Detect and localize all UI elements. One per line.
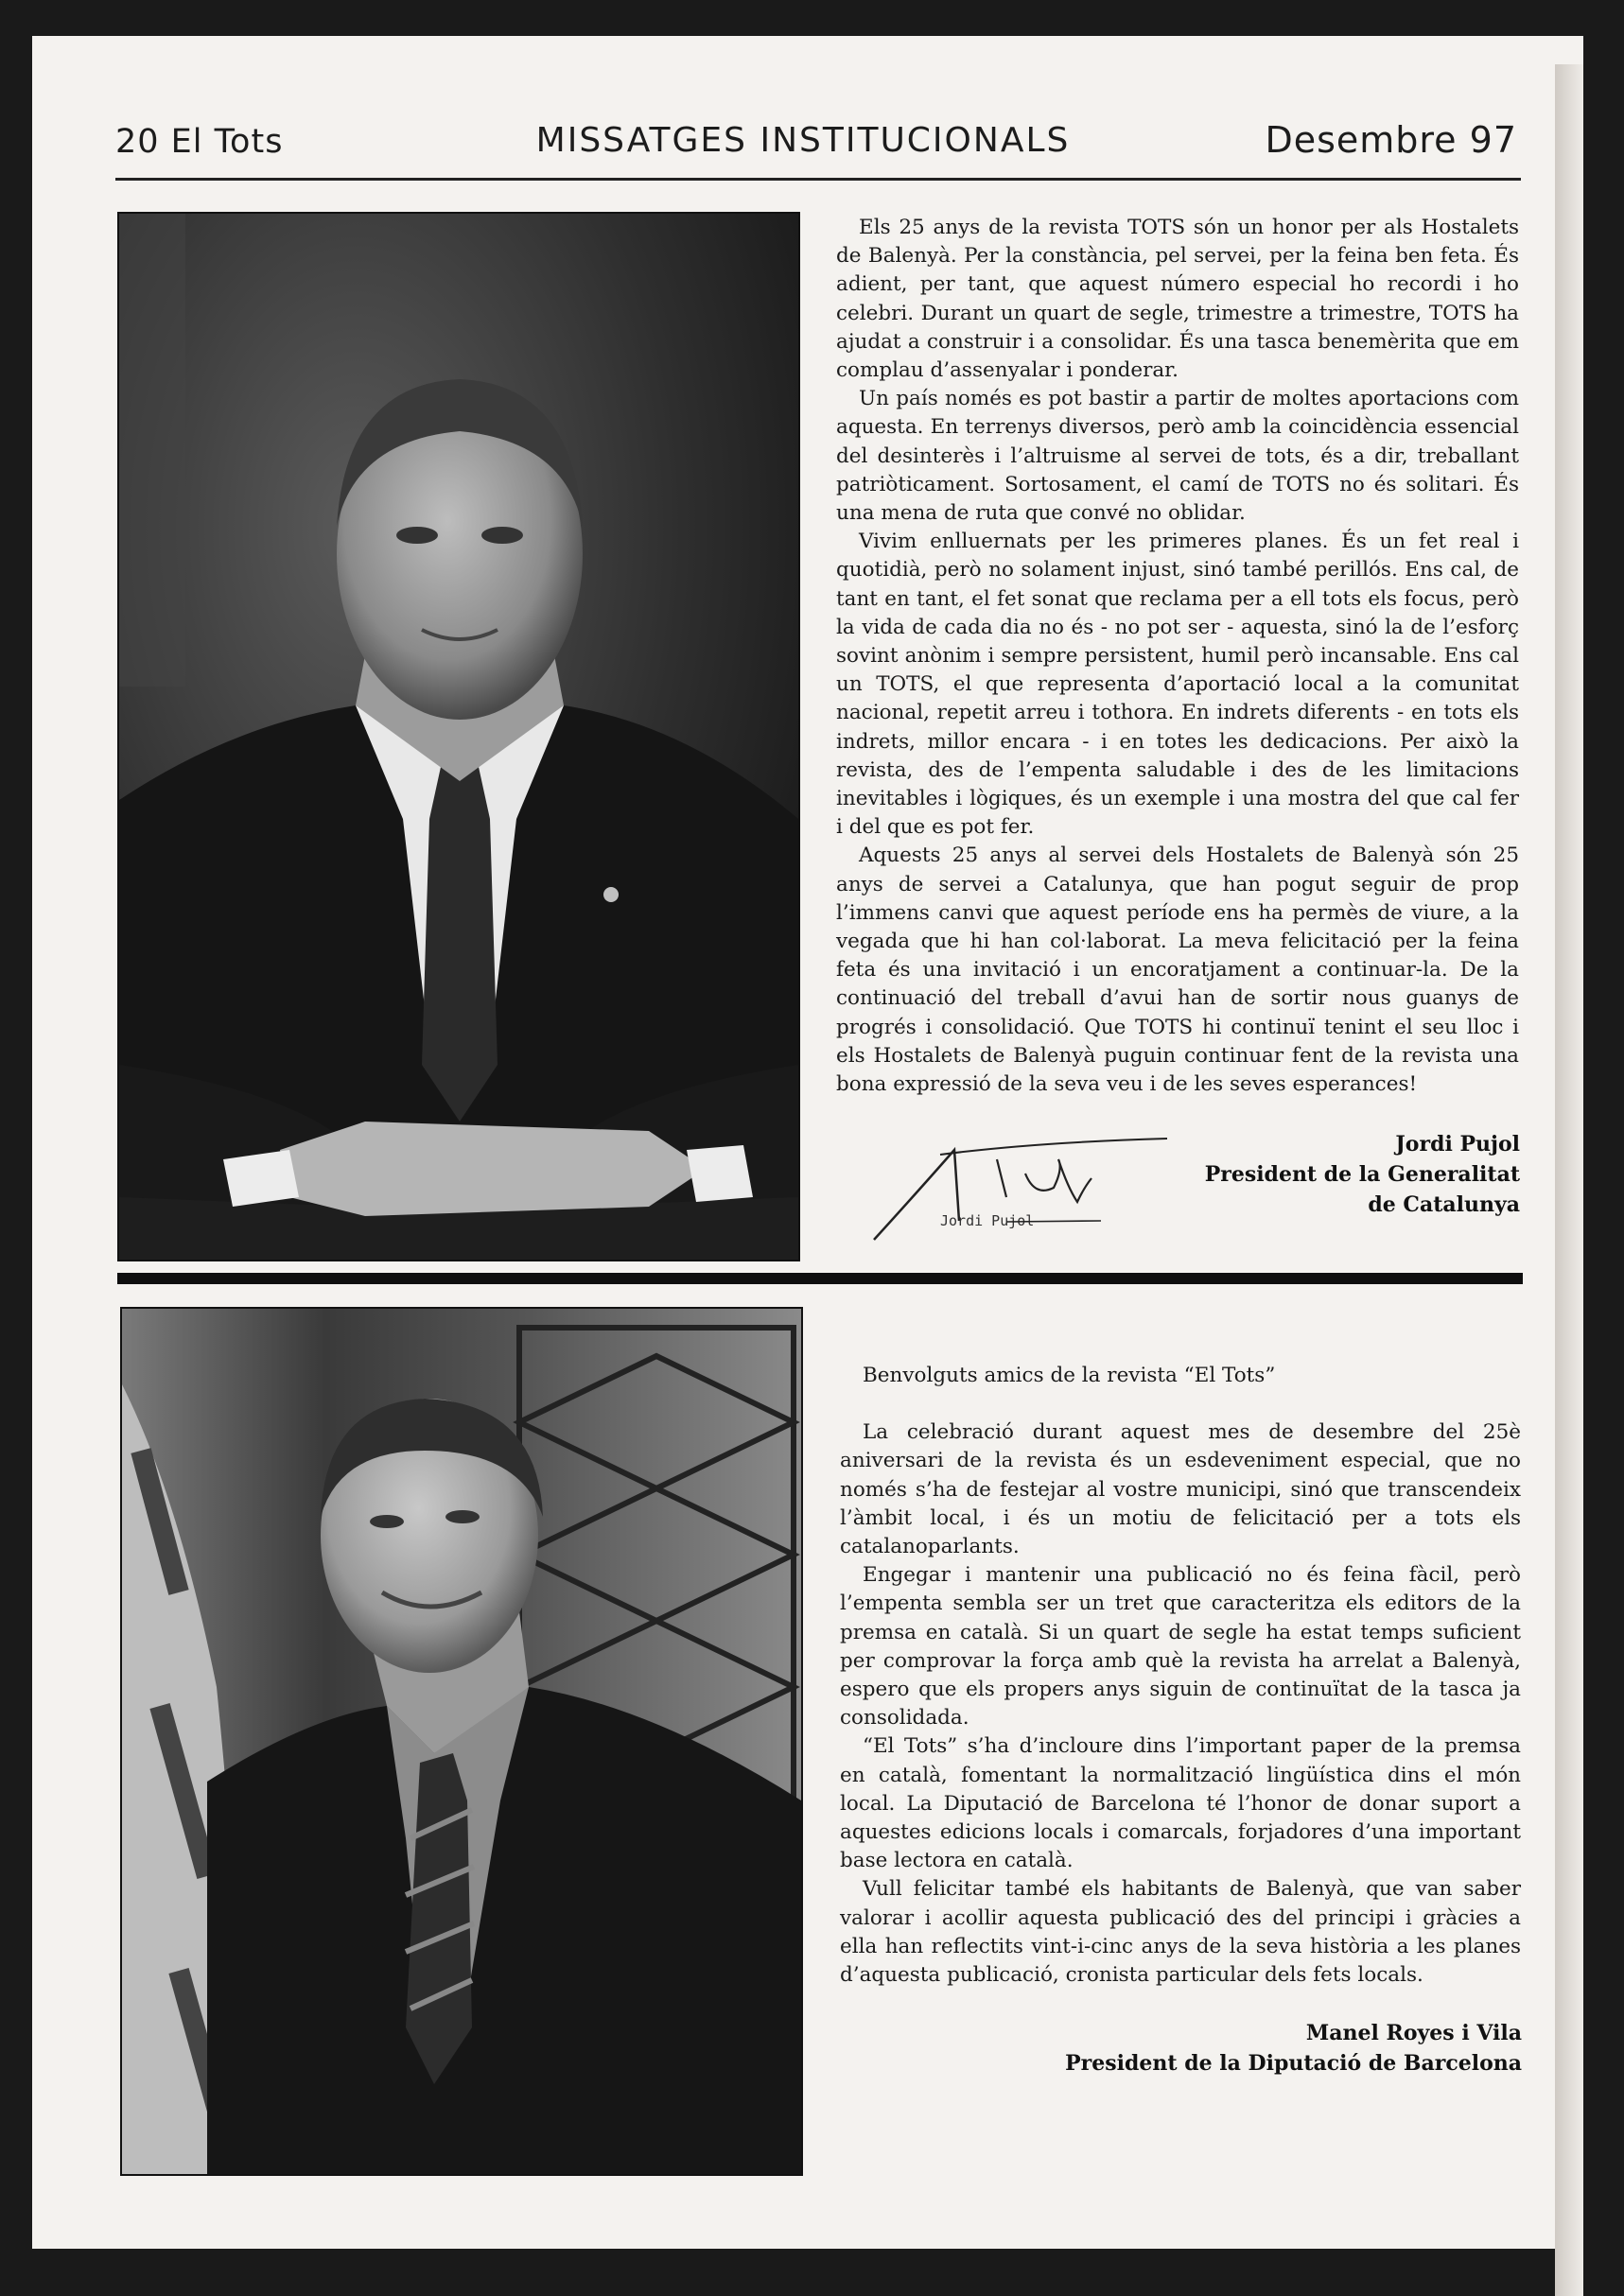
letter-pujol-body — [836, 214, 1519, 1099]
letter-greeting: Benvolguts amics de la revista “El Tots” — [863, 1364, 1276, 1387]
paragraph: Un país només es pot bastir a partir de moltes aportacions com aquesta. En terrenys diversos, però amb la coincidència essencial del desinterès i l’altruisme al servei de tots, és a dir, treballant patriòticament. Sortosament, el camí de TOTS no és solitari. És una mena de ruta que convé no oblidar. — [836, 387, 1519, 526]
paragraph: “El Tots” s’ha d’incloure dins l’important paper de la premsa en català, fomentant la normalització lingüística dins el món local. La Diputació de Barcelona té l’honor de donar suport a aquestes edicions locals i comarcals, forjadores d’una important base lectora en català. — [840, 1734, 1521, 1873]
header-rule — [115, 178, 1521, 181]
handwritten-signature — [864, 1131, 1177, 1244]
signature-name: Jordi Pujol — [1395, 1132, 1520, 1157]
portrait-photo-2 — [120, 1307, 803, 2176]
page-header — [85, 87, 1521, 172]
page-number-label: 20 El Tots — [115, 123, 284, 161]
issue-date: Desembre 97 — [1265, 119, 1517, 161]
letter-royes-body — [840, 1362, 1521, 1990]
page-spine — [1555, 64, 1583, 2296]
signature-title: President de la Diputació de Barcelona — [1065, 2051, 1522, 2076]
paragraph: Engegar i mantenir una publicació no és feina fàcil, però l’empenta sembla ser un tret que caracteritza els editors de la premsa en català. Si un quart de segle ha estat temps suficient per comprovar la força amb què la revista ha arrelat a Balenyà, espero que els propers anys siguin de continuïtat de la tasca ja consolidada. — [840, 1563, 1521, 1731]
signature-block-royes — [1065, 2018, 1522, 2079]
signature-name: Manel Royes i Vila — [1305, 2021, 1522, 2045]
paragraph: Vull felicitar també els habitants de Balenyà, que van saber valorar i acollir aquesta publicació des del principi i gràcies a ella han reflectits vint-i-cinc anys de la seva història a les planes d’aquesta publicació, cronista particular dels fets locals. — [840, 1877, 1521, 1988]
section-title: MISSATGES INSTITUCIONALS — [535, 121, 1071, 160]
portrait-2-image — [122, 1309, 801, 2174]
portrait-photo-1 — [117, 212, 800, 1261]
paragraph: Aquests 25 anys al servei dels Hostalets de Balenyà són 25 anys de servei a Catalunya, que han pogut seguir de prop l’immens canvi que aquest període ens ha permès de viure, a la vegada que hi han col·laborat. La meva felicitació per la feina feta és una invitació i un encoratjament a continuar-la. De la continuació del treball d’avui han de sortir nous guanys de progrés i consolidació. Que TOTS hi continuï tenint el seu lloc i els Hostalets de Balenyà puguin continuar fent de la revista una bona expressió de la seva veu i de les seves esperances! — [836, 844, 1519, 1097]
portrait-1-image — [119, 214, 798, 1260]
section-divider — [117, 1273, 1523, 1284]
signature-title: President de la Generalitat — [1204, 1162, 1520, 1187]
signature-block-pujol — [1205, 1129, 1520, 1220]
paragraph: La celebració durant aquest mes de desembre del 25è aniversari de la revista és un esdeveniment especial, que no només s’ha de festejar al vostre municipi, sinó que transcendeix l’àmbit local, i és un motiu de felicitació per a tots els catalanoparlants. — [840, 1420, 1521, 1559]
paragraph: Els 25 anys de la revista TOTS són un honor per als Hostalets de Balenyà. Per la constància, pel servei, per la feina ben feta. És adient, per tant, que aquest número especial ho recordi i ho celebri. Durant un quart de segle, trimestre a trimestre, TOTS ha ajudat a construir i a consolidar. És una tasca benemèrita que em complau d’assenyalar i ponderar. — [836, 216, 1519, 383]
paragraph: Vivim enlluernats per les primeres planes. És un fet real i quotidià, però no solament injust, sinó també perillós. Ens cal, de tant en tant, el fet sonat que reclama per a ell tots els focus, però la vida de cada dia no és - no pot ser - aquesta, sinó la de l’esforç sovint anònim i sempre persistent, humil però incansable. Ens cal un TOTS, el que representa d’aportació local a la comunitat nacional, repetit arreu i tothora. En indrets diferents - en tots els indrets, millor encara - i en totes les dedicacions. Per això la revista, des de l’empenta saludable i des de les limitacions inevitables i lògiques, és un exemple i una mostra del que cal fer i del que es pot fer. — [836, 530, 1519, 840]
signature-caption: Jordi Pujol — [940, 1212, 1035, 1229]
signature-title-line2: de Catalunya — [1368, 1192, 1520, 1217]
